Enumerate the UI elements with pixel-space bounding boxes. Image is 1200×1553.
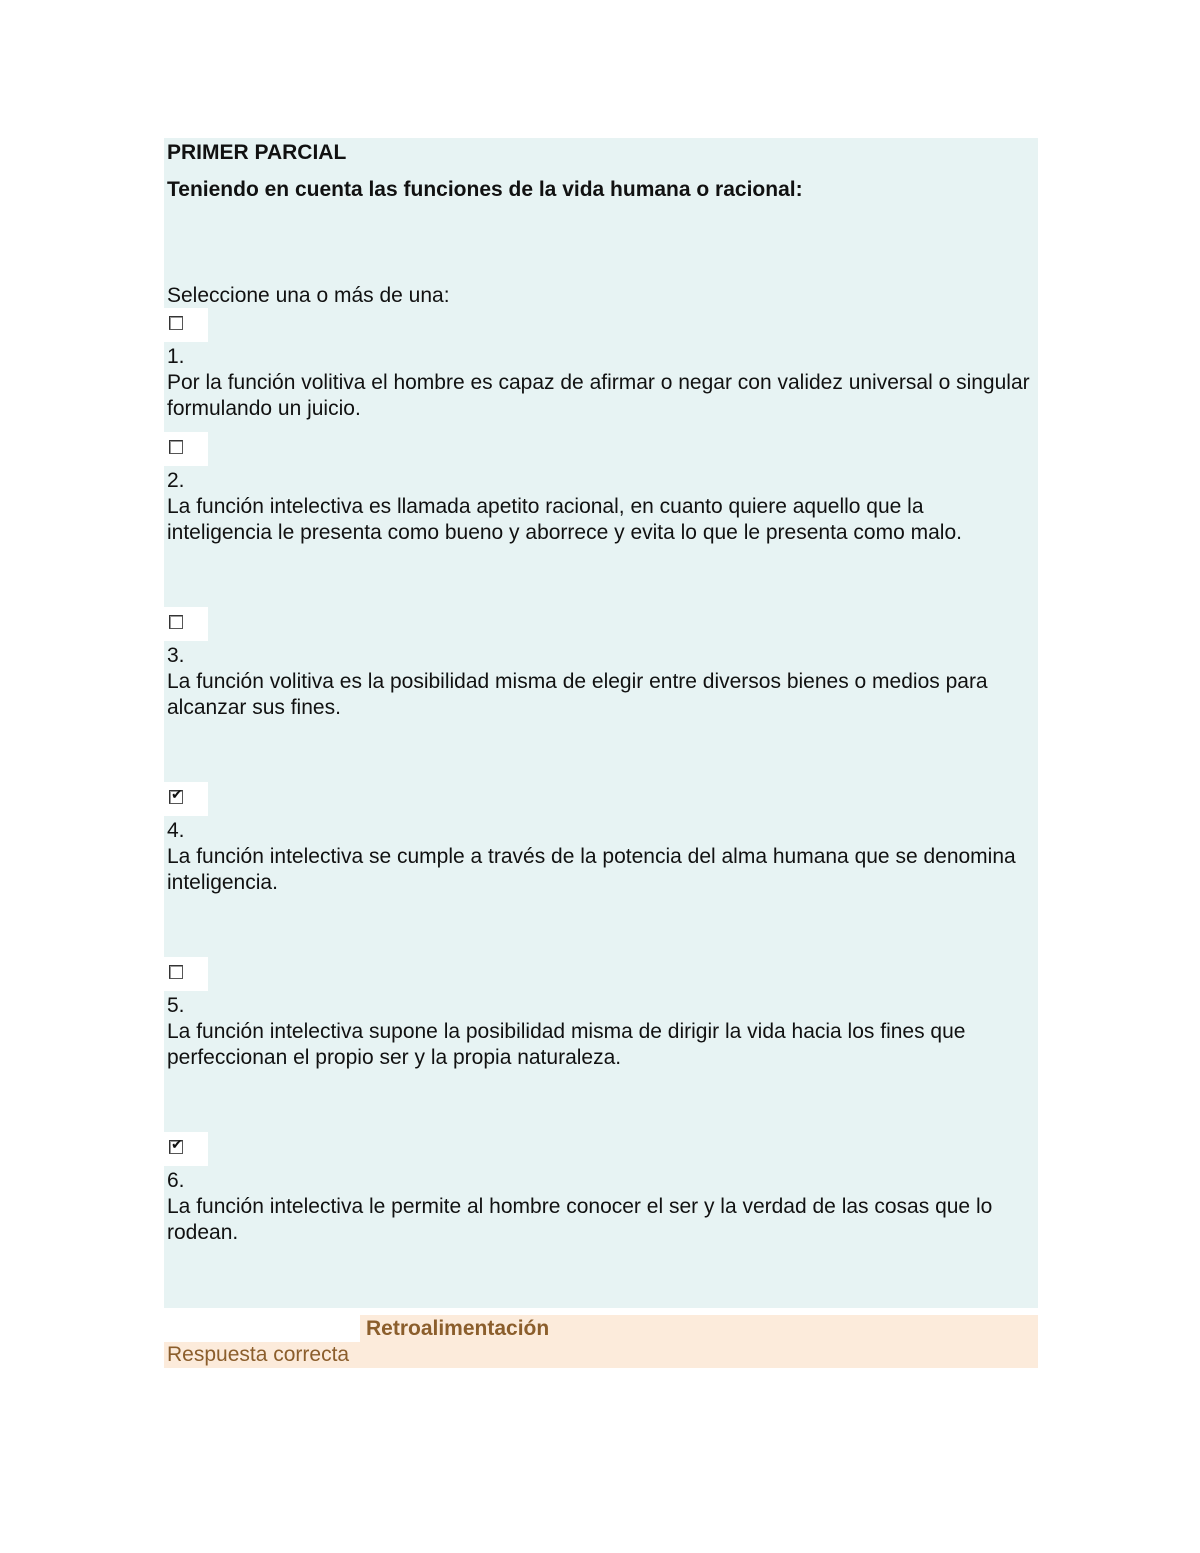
option-number: 5. <box>167 994 185 1017</box>
option-text: La función intelectiva le permite al hombre conocer el ser y la verdad de las cosas que lo rodean. <box>167 1195 993 1244</box>
option-text: Por la función volitiva el hombre es capaz de afirmar o negar con validez universal o singular formulando un juicio. <box>167 371 1030 420</box>
option-text: La función volitiva es la posibilidad misma de elegir entre diversos bienes o medios para alcanzar sus fines. <box>167 670 988 719</box>
answer-option-1 <box>164 308 1038 422</box>
answer-option-5 <box>164 957 1038 1071</box>
option-number: 4. <box>167 819 185 842</box>
checkbox-cell <box>164 782 208 816</box>
question-panel <box>164 138 1038 1308</box>
answer-checkbox-5[interactable] <box>169 965 183 979</box>
option-number: 2. <box>167 469 185 492</box>
option-text: La función intelectiva se cumple a través de la potencia del alma humana que se denomina inteligencia. <box>167 845 1016 894</box>
option-text: La función intelectiva es llamada apetito racional, en cuanto quiere aquello que la inteligencia le presenta como bueno y aborrece y evita lo que le presenta como malo. <box>167 495 962 544</box>
question-text: Teniendo en cuenta las funciones de la vida humana o racional: <box>167 178 803 201</box>
option-number: 3. <box>167 644 185 667</box>
quiz-title: PRIMER PARCIAL <box>167 141 347 164</box>
option-number: 1. <box>167 345 185 368</box>
checkbox-cell <box>164 1132 208 1166</box>
answer-option-2 <box>164 432 1038 546</box>
answer-checkbox-6[interactable] <box>169 1137 183 1154</box>
answer-checkbox-2[interactable] <box>169 440 183 454</box>
checkbox-cell <box>164 432 208 466</box>
answer-option-4 <box>164 782 1038 896</box>
feedback-text: Respuesta correcta <box>167 1343 350 1366</box>
checkbox-cell <box>164 607 208 641</box>
option-number: 6. <box>167 1169 185 1192</box>
option-text: La función intelectiva supone la posibilidad misma de dirigir la vida hacia los fines que perfeccionan el propio ser y la propia naturaleza. <box>167 1020 966 1069</box>
checkmark-icon: ✔ <box>171 787 183 803</box>
feedback-title: Retroalimentación <box>366 1317 550 1340</box>
answer-checkbox-1[interactable] <box>169 316 183 330</box>
feedback-panel <box>164 1315 1038 1368</box>
checkmark-icon: ✔ <box>171 1137 183 1153</box>
answer-checkbox-3[interactable] <box>169 615 183 629</box>
feedback-header-spacer <box>164 1315 360 1342</box>
answer-checkbox-4[interactable] <box>169 787 183 804</box>
checkbox-cell <box>164 957 208 991</box>
checkbox-cell <box>164 308 208 342</box>
answer-option-6 <box>164 1132 1038 1246</box>
answer-option-3 <box>164 607 1038 721</box>
selection-prompt: Seleccione una o más de una: <box>167 284 450 307</box>
